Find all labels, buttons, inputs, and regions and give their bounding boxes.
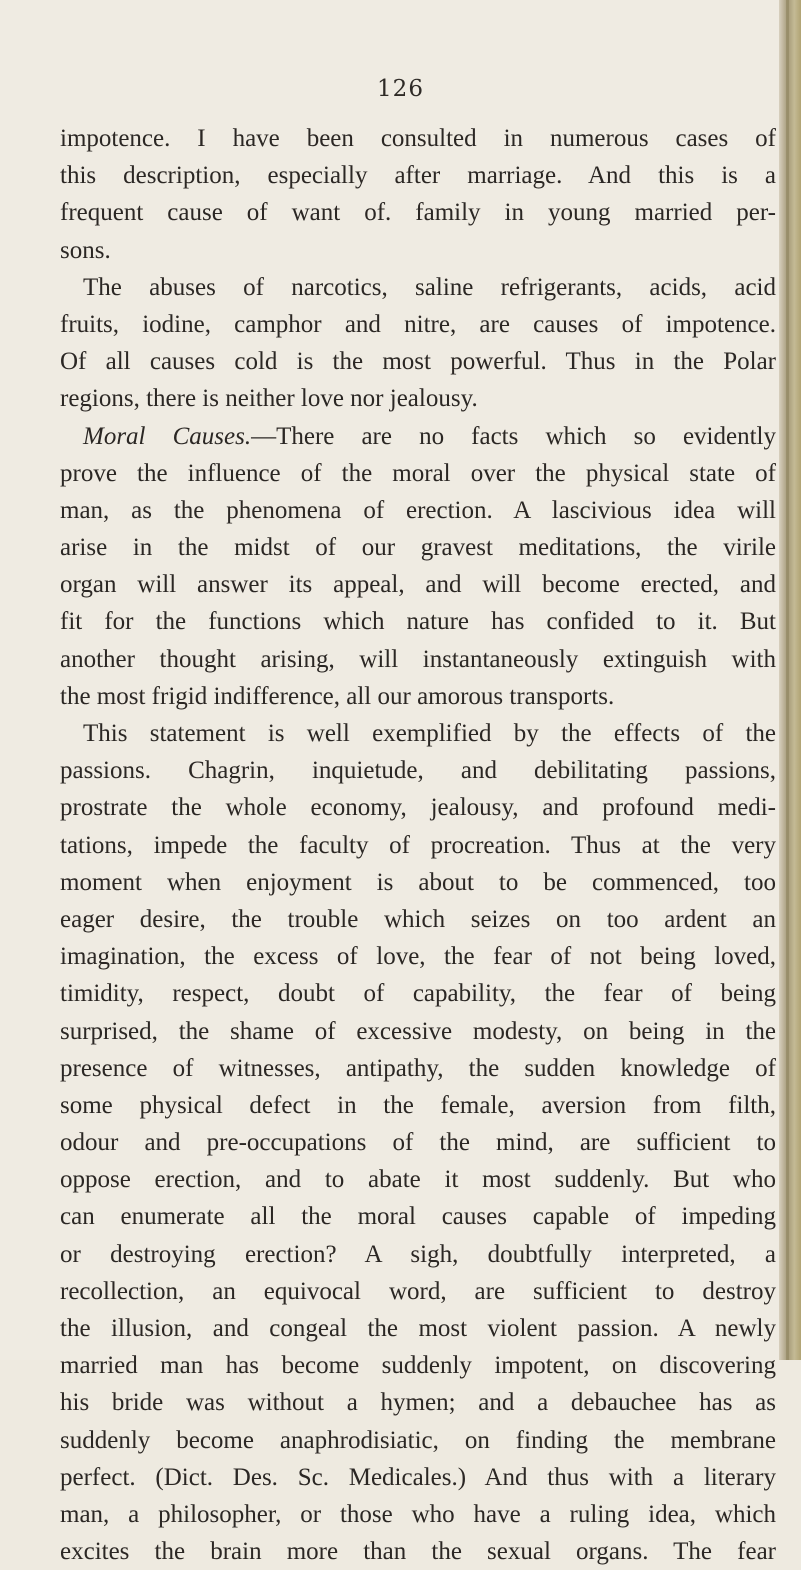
text-line: prostrate the whole economy, jealousy, and profound medi- xyxy=(60,794,776,822)
text-line: impotence. I have been consulted in numerous cases of xyxy=(60,125,776,152)
text-line: frequent cause of want of. family in young married per- xyxy=(60,199,776,227)
text-line: regions, there is neither love nor jealousy. xyxy=(60,385,478,413)
text-line: imagination, the excess of love, the fear of not being loved, xyxy=(60,943,776,971)
text-line: eager desire, the trouble which seizes on too ardent an xyxy=(60,905,776,933)
text-line: suddenly become anaphrodisiatic, on finding the membrane xyxy=(60,1426,776,1454)
text-line: married man has become suddenly impotent, on discovering xyxy=(60,1352,776,1380)
text-line: tations, impede the faculty of procreation. Thus at the very xyxy=(60,831,776,859)
text-line: The abuses of narcotics, saline refrigerants, acids, acid xyxy=(83,273,776,301)
text-line: this description, especially after marriage. And this is a xyxy=(60,162,776,190)
text-line: another thought arising, will instantaneously extinguish with xyxy=(60,645,776,673)
text-line: the most frigid indifference, all our amorous transports. xyxy=(60,682,615,710)
text-line: surprised, the shame of excessive modesty, on being in the xyxy=(60,1017,776,1045)
text-line: can enumerate all the moral causes capable of impeding xyxy=(60,1203,776,1231)
text-line: man, as the phenomena of erection. A lascivious idea will xyxy=(60,496,776,524)
text-line: perfect. (Dict. Des. Sc. Medicales.) And thus with a literary xyxy=(60,1463,776,1491)
page-edge xyxy=(779,0,801,1360)
text-line: This statement is well exemplified by the effects of the xyxy=(83,720,776,747)
text-line: his bride was without a hymen; and a debauchee has as xyxy=(60,1389,776,1417)
text-line: some physical defect in the female, aversion from filth, xyxy=(60,1091,776,1119)
text-line: timidity, respect, doubt of capability, the fear of being xyxy=(60,980,776,1008)
text-line: moment when enjoyment is about to be commenced, too xyxy=(60,868,776,896)
text-line: passions. Chagrin, inquietude, and debilitating passions, xyxy=(60,757,776,785)
text-line: man, a philosopher, or those who have a ruling idea, which xyxy=(60,1500,776,1528)
text-line: arise in the midst of our gravest meditations, the virile xyxy=(60,534,776,562)
text-line: or destroying erection? A sigh, doubtfully interpreted, a xyxy=(60,1240,776,1268)
text-line: recollection, an equivocal word, are sufficient to destroy xyxy=(60,1277,776,1305)
page-number: 126 xyxy=(377,76,424,102)
text-line: Moral Causes.—There are no facts which so evidently xyxy=(83,422,776,450)
section-heading: Moral Causes. xyxy=(83,422,252,450)
text-line: fruits, iodine, camphor and nitre, are causes of impotence. xyxy=(60,310,776,338)
body-text xyxy=(60,120,776,1570)
text-line: excites the brain more than the sexual organs. The fear xyxy=(60,1538,776,1566)
text-line: Of all causes cold is the most powerful. Thus in the Polar xyxy=(60,348,776,376)
text-line: sons. xyxy=(60,236,111,264)
text-line: organ will answer its appeal, and will become erected, and xyxy=(60,571,776,599)
text-line: prove the influence of the moral over the physical state of xyxy=(60,459,776,487)
text-line: oppose erection, and to abate it most suddenly. But who xyxy=(60,1166,776,1194)
text-line: the illusion, and congeal the most violent passion. A newly xyxy=(60,1315,776,1342)
text-line: odour and pre-occupations of the mind, are sufficient to xyxy=(60,1129,776,1157)
page-edge-shadow xyxy=(786,0,789,1360)
text-line: presence of witnesses, antipathy, the sudden knowledge of xyxy=(60,1054,776,1082)
text-line: fit for the functions which nature has confided to it. But xyxy=(60,608,776,636)
